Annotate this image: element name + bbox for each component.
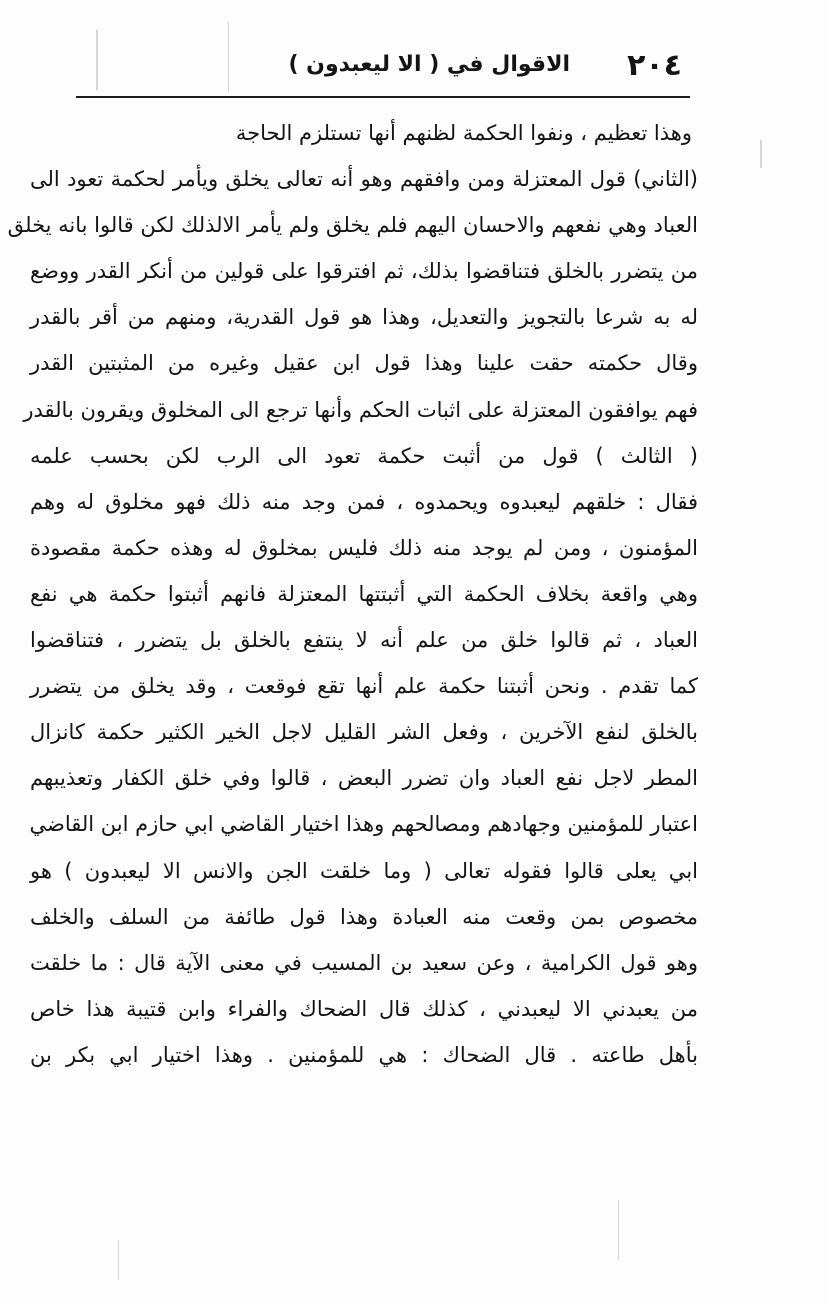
text-line: اعتبار للمؤمنين وجهادهم ومصالحهم وهذا اختيار القاضي ابي حازم ابن القاضي [29,812,698,837]
page-header [76,48,688,88]
text-line: بالخلق لنفع الآخرين ، وفعل الشر القليل لاجل الخير الكثير حكمة كانزال [30,720,698,745]
text-line: ( الثالث ) قول من أثبت حكمة تعود الى الرب لكن بحسب علمه [30,443,698,468]
text-line: فقال : خلقهم ليعبدوه ويحمدوه ، فمن وجد منه ذلك فهو مخلوق له وهم [30,489,698,514]
scan-artifact [618,1200,619,1260]
text-line: وهو قول الكرامية ، وعن سعيد بن المسيب في معنى الآية قال : ما خلقت [30,950,698,975]
scan-artifact [760,140,762,168]
text-line: (الثاني) قول المعتزلة ومن وافقهم وهو أنه تعالى يخلق ويأمر لحكمة تعود الى [30,167,698,192]
text-line: ابي يعلى قالوا فقوله تعالى ( وما خلقت الجن والانس الا ليعبدون ) هو [30,858,698,883]
text-line: العباد ، ثم قالوا خلق من علم أنه لا ينتفع بالخلق بل يتضرر ، فتناقضوا [30,628,698,653]
text-line: من يعبدني الا ليعبدني ، كذلك قال الضحاك والفراء وابن قتيبة هذا خاص [30,996,698,1021]
text-line: وقال حكمته حقت علينا وهذا قول ابن عقيل وغيره من المثبتين القدر [30,351,698,376]
text-line: وهذا تعظيم ، ونفوا الحكمة لظنهم أنها تستلزم الحاجة [235,121,692,145]
body-text [7,110,698,1078]
text-line: وهي واقعة بخلاف الحكمة التي أثبتتها المعتزلة فانهم أثبتوا حكمة هي نفع [30,581,698,606]
running-title: الاقوال في ( الا ليعبدون ) [288,52,570,77]
page-number: ٢٠٤ [627,48,682,83]
text-line: له به شرعا بالتجويز والتعديل، وهذا هو قول القدرية، ومنهم من أقر بالقدر [30,305,698,330]
header-rule [76,96,690,98]
text-line: من يتضرر بالخلق فتناقضوا بذلك، ثم افترقوا على قولين من أنكر القدر ووضع [30,259,698,284]
text-line: كما تقدم . ونحن أثبتنا حكمة علم أنها تقع فوقعت ، وقد يخلق من يتضرر [30,674,698,699]
text-line: فهم يوافقون المعتزلة على اثبات الحكم وأنها ترجع الى المخلوق ويقرون بالقدر [23,397,698,422]
text-line: المؤمنون ، ومن لم يوجد منه ذلك فليس بمخلوق له وهذه حكمة مقصودة [30,535,698,560]
text-line: المطر لاجل نفع العباد وان تضرر البعض ، قالوا وفي خلق الكفار وتعذيبهم [30,766,698,791]
text-line: مخصوص بمن وقعت منه العبادة وهذا قول طائفة من السلف والخلف [30,904,698,929]
text-line: بأهل طاعته . قال الضحاك : هي للمؤمنين . وهذا اختيار ابي بكر بن [30,1042,698,1067]
text-line: العباد وهي نفعهم والاحسان اليهم فلم يخلق ولم يأمر الالذلك لكن قالوا بانه يخلق [7,213,698,238]
scan-artifact [118,1240,119,1280]
